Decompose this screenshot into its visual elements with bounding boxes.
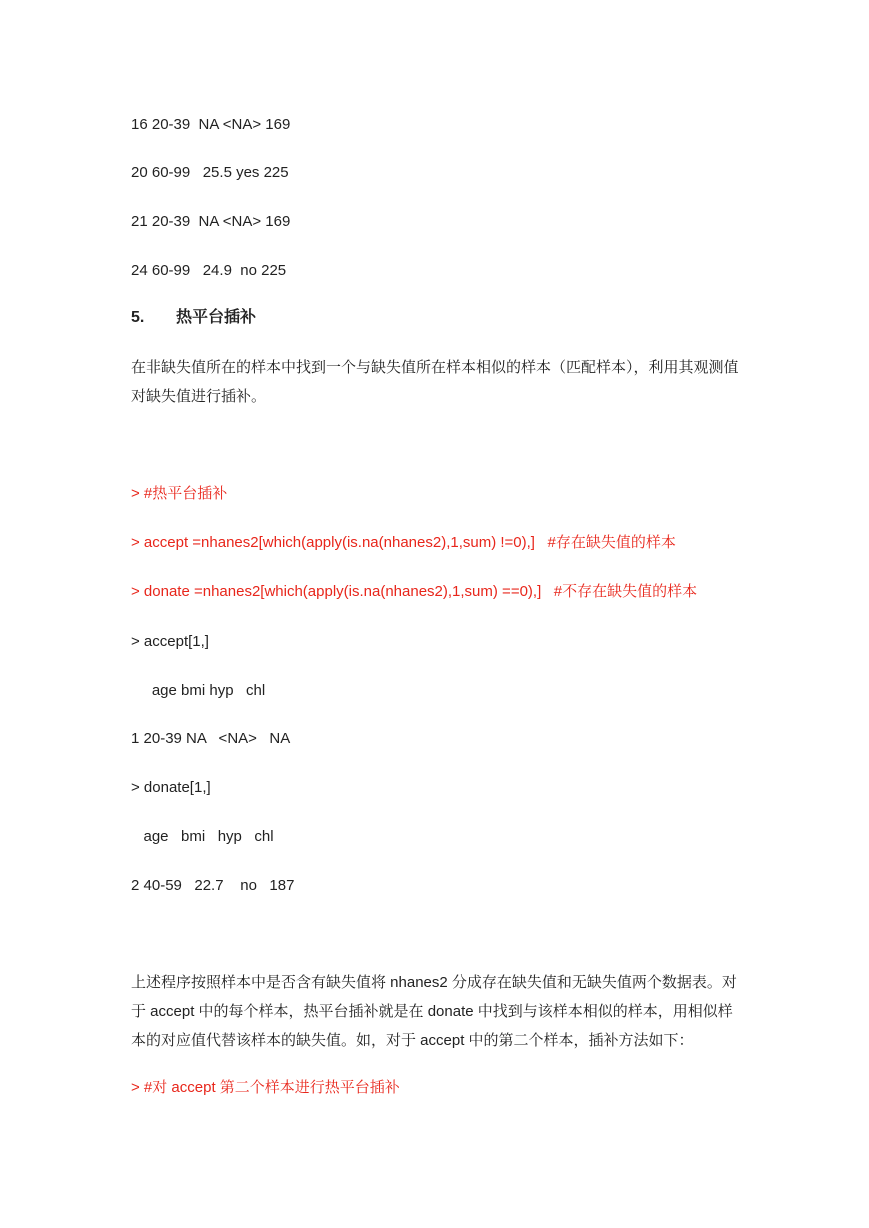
code-line: > accept[1,]: [131, 633, 209, 650]
section-title: 热平台插补: [176, 309, 257, 326]
output-header: age bmi hyp chl: [131, 682, 266, 699]
section-number: 5.: [131, 309, 145, 326]
section-heading: [131, 307, 256, 329]
code-comment: > #对 accept 第二个样本进行热平台插补: [131, 1079, 400, 1096]
output-line: 1 20-39 NA <NA> NA: [131, 730, 291, 747]
code-line: > donate[1,]: [131, 779, 211, 796]
output-header: age bmi hyp chl: [131, 828, 274, 845]
output-line: 2 40-59 22.7 no 187: [131, 877, 295, 894]
intro-paragraph: 在非缺失值所在的样本中找到一个与缺失值所在样本相似的样本（匹配样本），利用其观测值对缺失值进行插补。: [131, 359, 739, 405]
output-line: 16 20-39 NA <NA> 169: [131, 116, 291, 133]
output-line: 21 20-39 NA <NA> 169: [131, 213, 291, 230]
code-comment: > #热平台插补: [131, 485, 228, 502]
explanation-paragraph: 上述程序按照样本中是否含有缺失值将 nhanes2 分成存在缺失值和无缺失值两个数据表。对于 accept 中的每个样本，热平台插补就是在 donate 中找到与该样本相似的样本，用相似样本的对应值代替该样本的缺失值。如，对于 accept 中的第二个样本，插补方法如下：: [131, 974, 737, 1049]
code-line: > accept =nhanes2[which(apply(is.na(nhanes2),1,sum) !=0),] #存在缺失值的样本: [131, 534, 676, 551]
code-line: > donate =nhanes2[which(apply(is.na(nhanes2),1,sum) ==0),] #不存在缺失值的样本: [131, 583, 698, 600]
output-line: 20 60-99 25.5 yes 225: [131, 164, 289, 181]
output-line: 24 60-99 24.9 no 225: [131, 262, 287, 279]
